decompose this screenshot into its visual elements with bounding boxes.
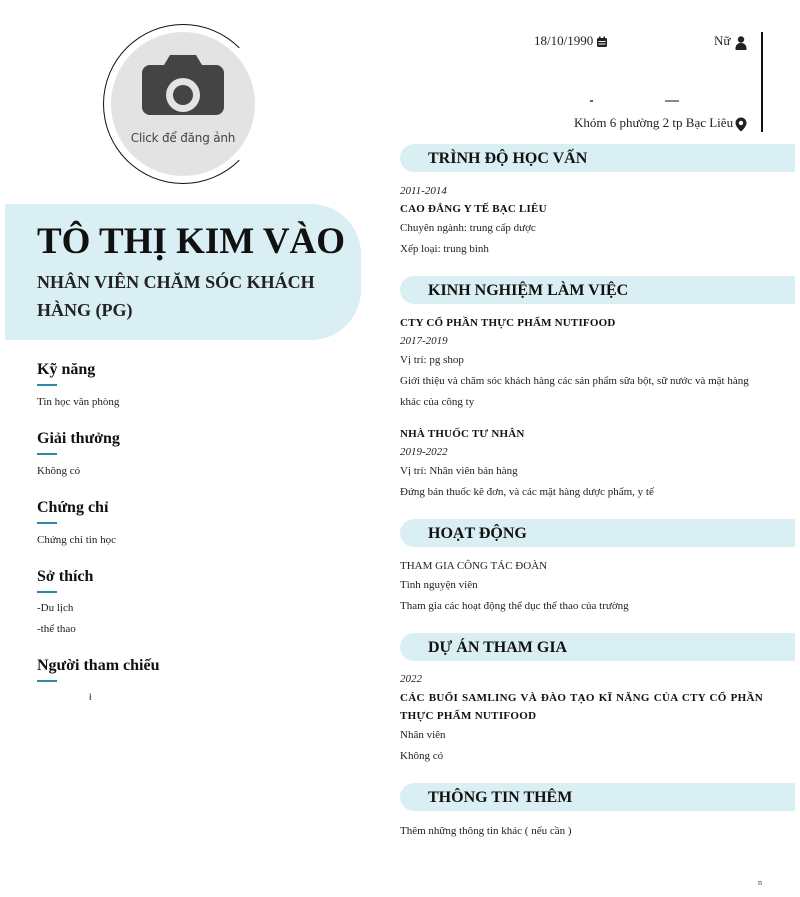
candidate-name[interactable]: TÔ THỊ KIM VÀO — [37, 221, 346, 262]
hobbies-rule — [37, 591, 57, 593]
job-position[interactable]: Vị trí: Nhân viên bán hàng — [400, 465, 518, 477]
person-icon — [735, 36, 747, 50]
activity-item[interactable]: Tham gia các hoạt động thể dục thể thao của trường — [400, 600, 629, 612]
education-title[interactable]: TRÌNH ĐỘ HỌC VẤN — [428, 150, 588, 167]
hidden-contact-fragment-2 — [665, 100, 679, 102]
project-year[interactable]: 2022 — [400, 673, 422, 685]
activity-item[interactable]: THAM GIA CÔNG TÁC ĐOÀN — [400, 560, 548, 572]
camera-icon — [140, 53, 226, 117]
awards-title[interactable]: Giải thưởng — [37, 430, 120, 447]
location-pin-icon — [735, 117, 747, 132]
project-note[interactable]: Không có — [400, 750, 444, 762]
experience-title[interactable]: KINH NGHIỆM LÀM VIỆC — [428, 282, 629, 299]
project-name[interactable]: CÁC BUỔI SAMLING VÀ ĐÀO TẠO KĨ NĂNG CỦA CTY CỔ PHẦN THỰC PHẨM NUTIFOOD — [400, 692, 763, 722]
calendar-icon — [596, 36, 608, 48]
certificate-item[interactable]: Chứng chỉ tin học — [37, 534, 116, 546]
gender-text[interactable]: Nữ — [714, 33, 731, 48]
hobby-item[interactable]: -thể thao — [37, 623, 76, 635]
awards-rule — [37, 453, 57, 455]
education-major[interactable]: Chuyên ngành: trung cấp dược — [400, 222, 536, 234]
avatar-upload[interactable] — [111, 32, 255, 176]
skills-title[interactable]: Kỹ năng — [37, 361, 96, 378]
job-period[interactable]: 2017-2019 — [400, 335, 448, 347]
education-period[interactable]: 2011-2014 — [400, 185, 447, 197]
job-title[interactable]: NHÂN VIÊN CHĂM SÓC KHÁCH HÀNG (PG) — [37, 272, 315, 320]
reference-note[interactable]: ł — [89, 692, 92, 702]
contact-divider — [761, 32, 763, 132]
education-grade[interactable]: Xếp loại: trung bình — [400, 243, 489, 255]
birthday-text[interactable]: 18/10/1990 — [534, 33, 594, 48]
project-role[interactable]: Nhân viên — [400, 729, 446, 741]
skill-item[interactable]: Tin học văn phòng — [37, 396, 120, 408]
hidden-contact-fragment — [590, 100, 593, 102]
certificates-title[interactable]: Chứng chỉ — [37, 499, 109, 516]
job-position[interactable]: Vị trí: pg shop — [400, 354, 464, 366]
references-title[interactable]: Người tham chiếu — [37, 657, 160, 674]
job-description[interactable]: Giới thiệu và chăm sóc khách hàng các sản phẩm sữa bột, sữ nước và mặt hàng khác của công ty — [400, 375, 749, 408]
skills-rule — [37, 384, 57, 386]
additional-title[interactable]: THÔNG TIN THÊM — [428, 789, 573, 806]
projects-title[interactable]: DỰ ÁN THAM GIA — [428, 639, 568, 656]
activities-title[interactable]: HOẠT ĐỘNG — [428, 525, 527, 542]
activity-item[interactable]: Tình nguyện viên — [400, 579, 478, 591]
photo-caption: Click để đăng ảnh — [130, 131, 236, 145]
job-period[interactable]: 2019-2022 — [400, 446, 448, 458]
hobbies-title[interactable]: Sở thích — [37, 568, 94, 585]
job-company[interactable]: NHÀ THUỐC TƯ NHÂN — [400, 428, 525, 440]
additional-text[interactable]: Thêm những thông tin khác ( nếu cần ) — [400, 825, 572, 837]
footer-mark: n — [758, 878, 762, 887]
hobby-item[interactable]: -Du lịch — [37, 602, 74, 614]
award-item[interactable]: Không có — [37, 465, 81, 477]
education-school[interactable]: CAO ĐẲNG Y TẾ BẠC LIÊU — [400, 203, 547, 215]
job-description[interactable]: Đứng bán thuốc kê đơn, và các mặt hàng dược phẩm, y tế — [400, 486, 654, 498]
address-text[interactable]: Khóm 6 phường 2 tp Bạc Liêu — [574, 115, 734, 130]
job-company[interactable]: CTY CỔ PHẦN THỰC PHẨM NUTIFOOD — [400, 317, 616, 329]
references-rule — [37, 680, 57, 682]
certificates-rule — [37, 522, 57, 524]
